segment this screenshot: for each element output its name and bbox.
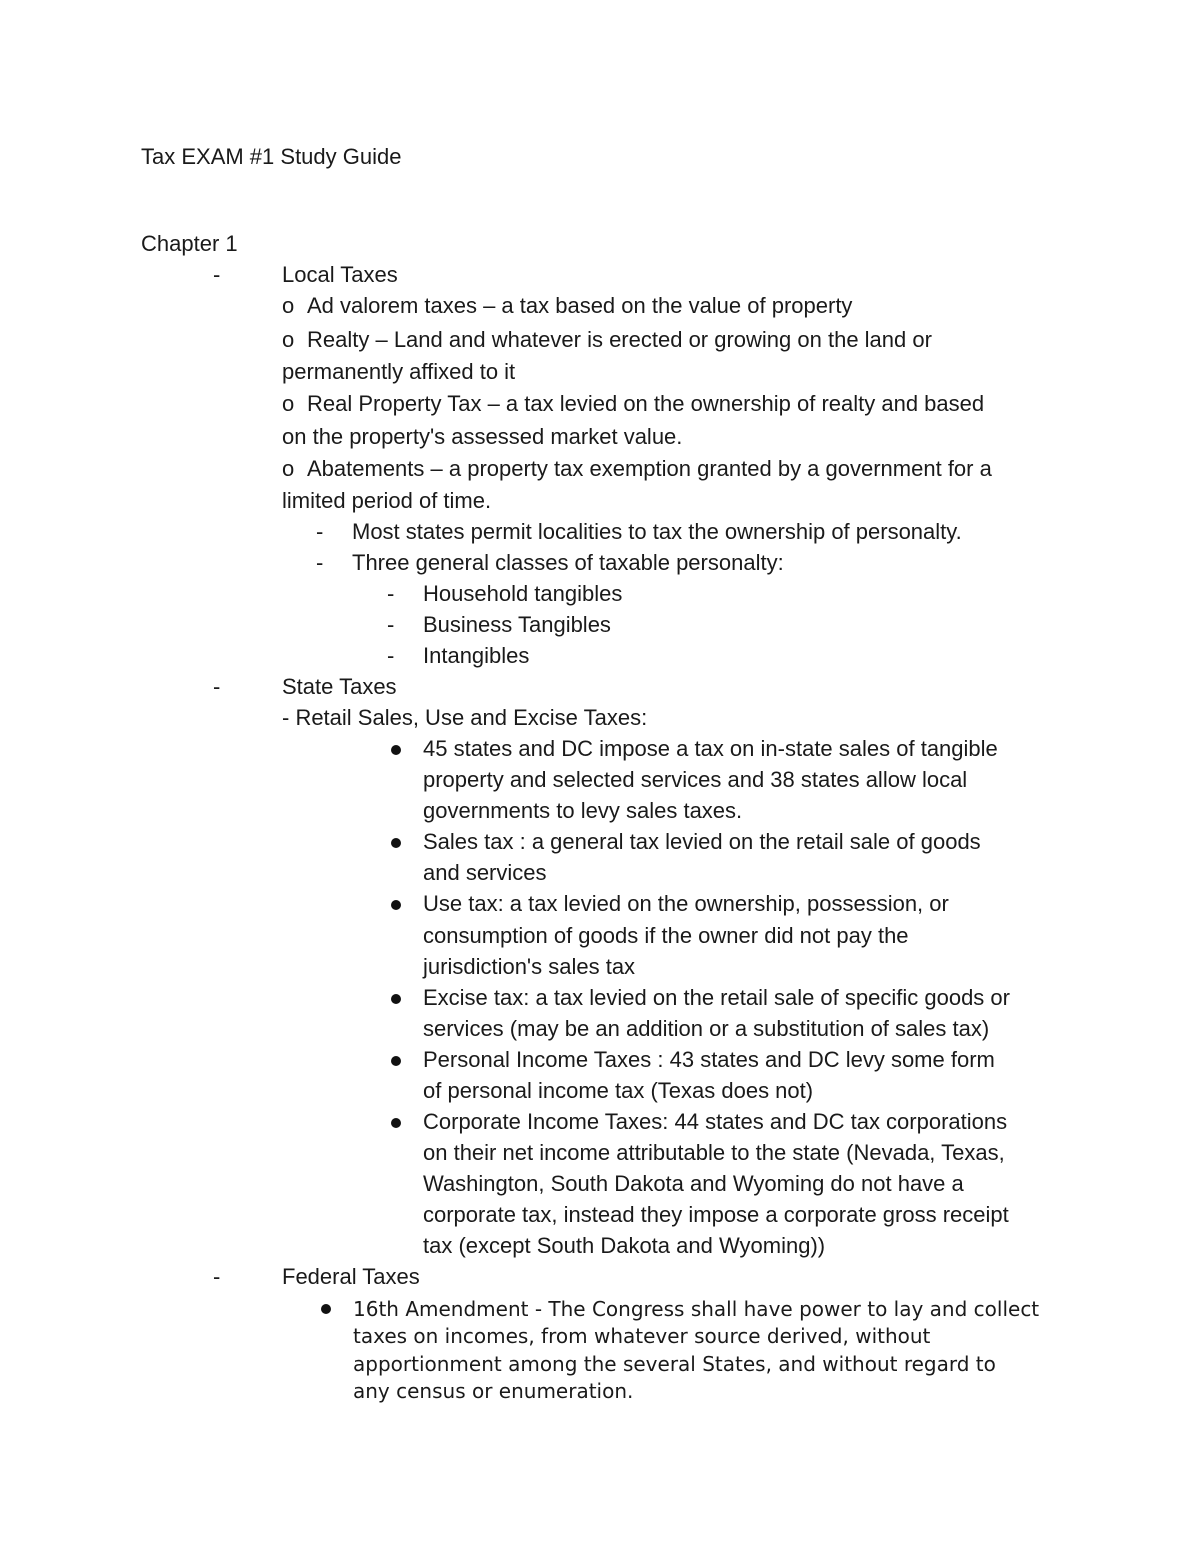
amendment-line: apportionment among the several States, and without regard to: [353, 1352, 996, 1376]
abatements-item-line: limited period of time.: [282, 488, 492, 513]
state-bullet-line: on their net income attributable to the state (Nevada, Texas,: [423, 1140, 1005, 1165]
chapter-heading: Chapter 1: [141, 231, 238, 256]
state-bullet-line: consumption of goods if the owner did not pay the: [423, 923, 909, 948]
dash-marker: -: [213, 674, 221, 699]
dash-marker: -: [387, 581, 395, 606]
state-bullet-line: and services: [423, 860, 547, 885]
amendment-line: 16th Amendment - The Congress shall have power to lay and collect: [353, 1297, 1040, 1321]
bullet-marker: [321, 1304, 331, 1314]
personalty-classes-item: Three general classes of taxable personalty:: [352, 550, 784, 575]
bullet-marker: [391, 1056, 401, 1066]
o-marker: o: [282, 391, 295, 416]
state-bullet-line: Sales tax : a general tax levied on the retail sale of goods: [423, 829, 981, 854]
amendment-line: any census or enumeration.: [353, 1379, 634, 1403]
dash-marker: -: [387, 643, 395, 668]
state-bullet-line: services (may be an addition or a substitution of sales tax): [423, 1016, 990, 1041]
dash-marker: -: [316, 519, 324, 544]
document-title: Tax EXAM #1 Study Guide: [141, 144, 402, 169]
o-marker: o: [282, 327, 295, 352]
bullet-marker: [391, 994, 401, 1004]
state-bullet-line: Use tax: a tax levied on the ownership, possession, or: [423, 891, 949, 916]
state-bullet-line: 45 states and DC impose a tax on in-state sales of tangible: [423, 736, 998, 761]
state-bullet-line: governments to levy sales taxes.: [423, 798, 743, 823]
dash-marker: -: [213, 262, 221, 287]
abatements-item-line: Abatements – a property tax exemption granted by a government for a: [307, 456, 992, 481]
real-property-item-line: Real Property Tax – a tax levied on the ownership of realty and based: [307, 391, 985, 416]
class-item: Intangibles: [423, 643, 530, 668]
o-marker: o: [282, 293, 295, 318]
state-bullet-line: property and selected services and 38 states allow local: [423, 767, 968, 792]
state-taxes-heading: State Taxes: [282, 674, 397, 699]
state-bullet-line: Excise tax: a tax levied on the retail sale of specific goods or: [423, 985, 1010, 1010]
state-bullet-line: corporate tax, instead they impose a corporate gross receipt: [423, 1202, 1009, 1227]
bullet-marker: [391, 838, 401, 848]
class-item: Household tangibles: [423, 581, 623, 606]
state-bullet-line: of personal income tax (Texas does not): [423, 1078, 814, 1103]
ad-valorem-item: Ad valorem taxes – a tax based on the value of property: [307, 293, 853, 318]
bullet-marker: [391, 1118, 401, 1128]
realty-item-line: Realty – Land and whatever is erected or growing on the land or: [307, 327, 932, 352]
bullet-marker: [391, 745, 401, 755]
state-bullet-line: Personal Income Taxes : 43 states and DC levy some form: [423, 1047, 995, 1072]
state-bullet-line: Corporate Income Taxes: 44 states and DC tax corporations: [423, 1109, 1008, 1134]
state-bullet-line: jurisdiction's sales tax: [423, 954, 636, 979]
personalty-item: Most states permit localities to tax the ownership of personalty.: [352, 519, 962, 544]
local-taxes-heading: Local Taxes: [282, 262, 398, 287]
real-property-item-line: on the property's assessed market value.: [282, 424, 683, 449]
state-bullet-line: tax (except South Dakota and Wyoming)): [423, 1233, 826, 1258]
bullet-marker: [391, 900, 401, 910]
amendment-line: taxes on incomes, from whatever source derived, without: [353, 1324, 931, 1348]
federal-taxes-heading: Federal Taxes: [282, 1264, 420, 1289]
dash-marker: -: [387, 612, 395, 637]
class-item: Business Tangibles: [423, 612, 611, 637]
state-bullet-line: Washington, South Dakota and Wyoming do not have a: [423, 1171, 964, 1196]
realty-item-line: permanently affixed to it: [282, 359, 516, 384]
retail-sales-heading: - Retail Sales, Use and Excise Taxes:: [282, 705, 648, 730]
o-marker: o: [282, 456, 295, 481]
dash-marker: -: [213, 1264, 221, 1289]
dash-marker: -: [316, 550, 324, 575]
